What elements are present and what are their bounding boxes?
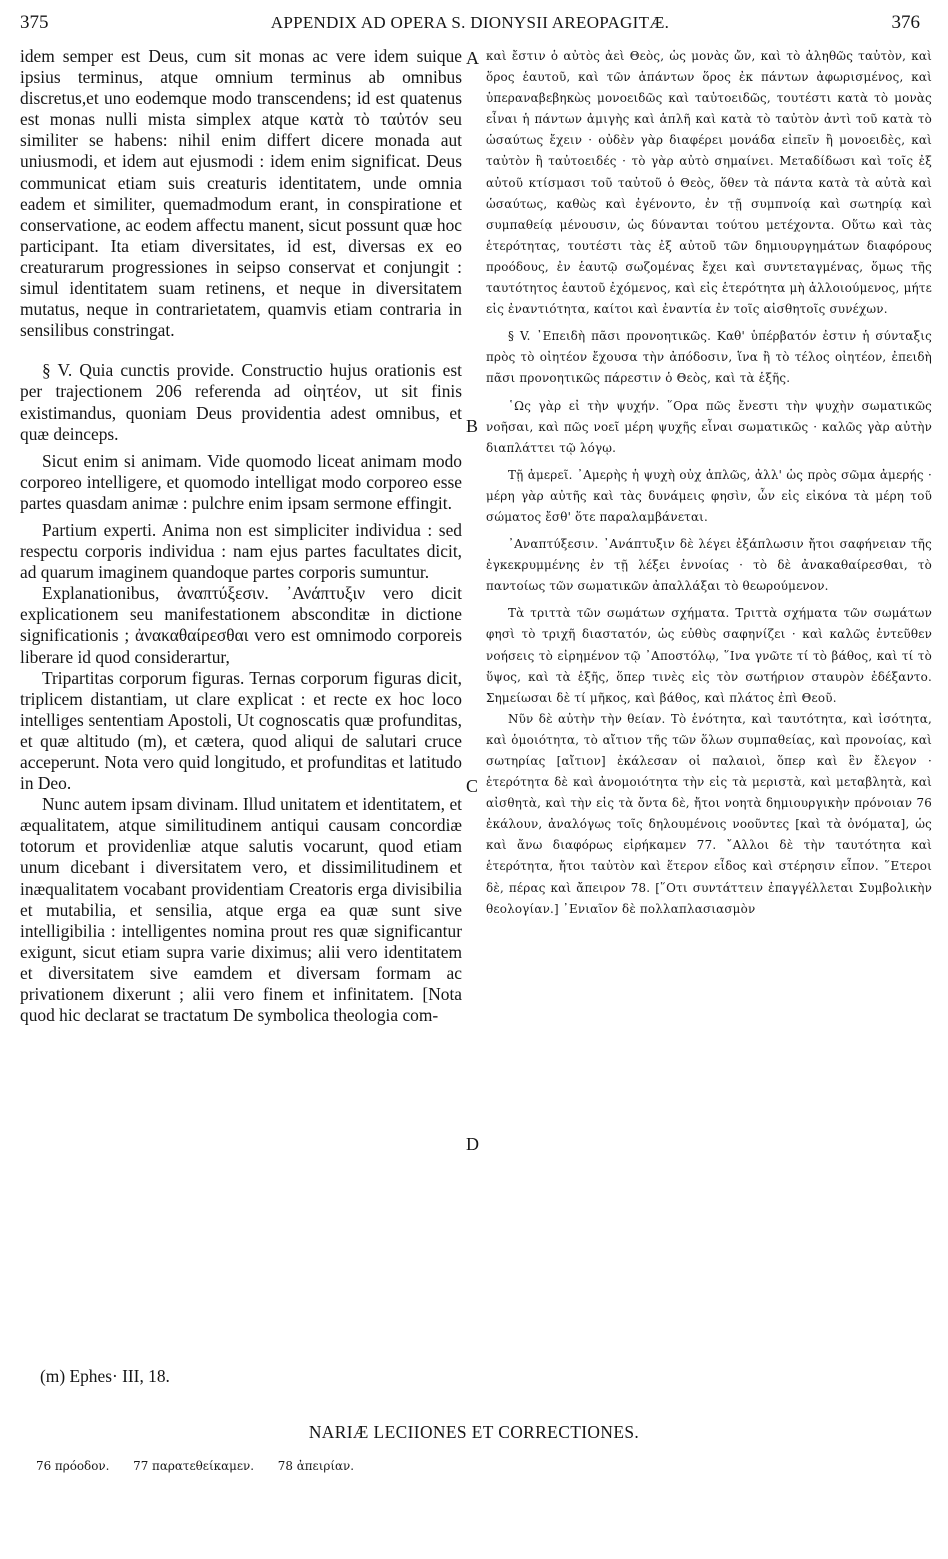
latin-paragraph: Tripartitas corporum figuras. Ternas corporum figuras dicit, triplicem distantiam, ut clare explicat : et recte ex hoc loco intelliges sententiam Apostoli, Ut cognoscatis quæ profunditas, et quæ altitudo (m), et cætera, quod aliqui de salutari cruce acceperunt. Nota vero quid longitudo, et profunditas et latitudo in Deo. (20, 667, 462, 794)
variant-item: 76 πρόοδον. (36, 1459, 110, 1473)
latin-paragraph: § V. Quia cunctis provide. Constructio hujus orationis est per trajectionem 206 referenda ad οἰητέον, ut sit finis existimandus, quoniam Deus providentia adest omnibus, et quæ deinceps. (20, 360, 462, 444)
page-number-right: 376 (891, 12, 920, 33)
variants-list (36, 1459, 374, 1473)
latin-column (20, 46, 462, 1026)
running-title: APPENDIX AD OPERA S. DIONYSII AREOPAGITÆ. (270, 13, 670, 32)
latin-paragraph: idem semper est Deus, cum sit monas ac vere idem suique ipsius terminus, atque omnium terminus ab omnibus discretus,et uno eodemque modo transcendens; id est quatenus est monas nulli mista simplex atque κατὰ τὸ ταὐτόν seu similiter se habens: nihil enim differt dicere monada aut uniusmodi, et idem aut ejusmodi : idem enim significat. Deus communicat etiam suis creaturis identitatem, unde omnia eadem et similiter, quemadmodum erant, in conspiratione et conservatione, ac eodem affectu manent, sicut possunt quæ hoc participant. Ita etiam diversitates, id est, diversas ex eo creaturarum progressiones in seipso conservat et conjungit : simul identitatem suam retinens, et neque in diversitatem mutatus, neque in contrarietatem, quamvis etiam contraria in sensilibus constringat. (20, 46, 462, 341)
greek-paragraph: Τῇ ἀμερεῖ. ᾿Αμερὴς ἡ ψυχὴ οὐχ ἁπλῶς, ἀλλ' ὡς πρὸς σῶμα ἀμερής · μέρη γὰρ αὐτῆς καὶ τὰς δυνάμεις φησὶν, ὧν εἰς εἰκόνα τὰ μέρη τοῦ σώματος ἔσθ' ὅτε παραλαμβάνεται. (486, 467, 932, 524)
page-header (0, 12, 948, 42)
page-number-left: 375 (20, 12, 49, 33)
greek-paragraph: § V. ᾿Επειδὴ πᾶσι προνοητικῶς. Καθ' ὑπέρβατόν ἐστιν ἡ σύνταξις πρὸς τὸ οἰητέον ἔχουσα τὴν ἀπόδοσιν, ἵνα ἢ τὸ τέλος οἰητέον, ἐπειδὴ πᾶσι προνοητικῶς πάρεστιν ὁ Θεὸς, καὶ τὰ ἑξῆς. (486, 329, 932, 386)
footnote: (m) Ephes· III, 18. (40, 1366, 170, 1386)
variants-title: NARIÆ LECIIONES ET CORRECTIONES. (308, 1422, 640, 1442)
greek-paragraph: Νῦν δὲ αὐτὴν τὴν θείαν. Τὸ ἑνότητα, καὶ ταυτότητα, καὶ ἰσότητα, καὶ ὁμοιότητα, τὸ αἴτιον τῆς τῶν ὅλων συμπαθείας, καὶ προνοίας, καὶ σωτηρίας [αἴτιον] ἐκάλεσαν οἱ παλαιοὶ, ὅπερ καὶ ἓν ἔλεγον · ἑτερότητα δὲ καὶ ἀνομοιότητα τὴν εἰς τὰ μεριστὰ, καὶ μεταβλητὰ, καὶ αἰσθητὰ, καὶ τὴν εἰς τὰ ὄντα δὲ, ἤτοι νοητὰ δημιουργικὴν πρόνοιαν 76 ἐκάλουν, ἀναλόγως τοῖς δηλουμένοις νοοῦντες [καὶ τὰ ὀνόματα], ὡς καὶ ἄνω διαφόρως εἰρήκαμεν 77. ῎Αλλοι δὲ τὴν ταυτότητα καὶ ἑτερότητα, ἤτοι ταὐτὸν καὶ ἕτερον εἶδος καὶ στέρησιν εἶπον. ῞Ετεροι δὲ, πέρας καὶ ἄπειρον 78. [῞Οτι συντάττειν ἐπαγγέλλεται Συμβολικὴν θεολογίαν.] ᾿Ενιαῖον δὲ πολλαπλασιασμὸν (486, 711, 932, 916)
column-marker-d: D (466, 1134, 479, 1154)
column-marker-a: A (466, 48, 479, 68)
variant-item: 77 παρατεθείκαμεν. (133, 1459, 254, 1473)
greek-paragraph: Τὰ τριττὰ τῶν σωμάτων σχήματα. Τριττὰ σχήματα τῶν σωμάτων φησὶ τὸ τριχῆ διαστατόν, ὡς εὐθὺς σαφηνίζει · καὶ καλῶς ἐντεῦθεν νοήσεις τὸ εἰρημένον τῷ ᾿Αποστόλῳ, ῞Ινα γνῶτε τί τὸ βάθος, καὶ τί τὸ ὕψος, καὶ τὰ ἑξῆς, ὅπερ τινὲς εἰς τὸν σωτήριον σταυρὸν ἐδέξαντο. Σημείωσαι δὲ τί μῆκος, καὶ βάθος, καὶ πλάτος ἐπὶ Θεοῦ. (486, 606, 932, 705)
latin-paragraph: Partium experti. Anima non est simpliciter individua : sed respectu corporis individua : nam ejus partes facultates dicit, ad quarum imaginem quandoque partes corporis sumuntur. (20, 519, 462, 583)
latin-paragraph: Explanationibus, ἀναπτύξεσιν. ᾿Ανάπτυξιν vero dicit explicationem seu manifestationem absconditæ in dictione significationis ; ἀνακαθαίρεσθαι vero est omnimodo corporeis liberare id quod considerartur, (20, 583, 462, 667)
column-marker-b: B (466, 416, 479, 436)
variant-item: 78 ἀπειρίαν. (277, 1459, 355, 1473)
latin-paragraph: Nunc autem ipsam divinam. Illud unitatem et identitatem, et æqualitatem, atque similitudinem antiqui causam concordiæ totorum et providenliæ atque salutis vocarunt, quod etiam unum dicebant i diversitatem vero, et dissimilitudinem et inæqualitatem vocabant providentiam Creatoris erga divisibilia et mutabilia, et sensilia, atque erga ea quæ sunt sive intelligibilia : intelligentes nomina prout res quæ significantur exigunt, sicut etiam supra varie diximus; alii vero identitatem et diversitatem sive eamdem et diversam formam ac privationem dixerunt ; alii vero finem et infinitatem. [Nota quod hic declarat se tractatum De symbolica theologia com- (20, 794, 462, 1026)
greek-column (486, 46, 932, 920)
greek-paragraph: ῾Ως γὰρ εἰ τὴν ψυχήν. ῞Ορα πῶς ἔνεστι τὴν ψυχὴν σωματικῶς νοῆσαι, καὶ πῶς νοεῖ μέρη ψυχῆς εἶναι σωματικῶς · καλῶς γὰρ αὐτὴν διαπλάττει τῷ λόγῳ. (486, 398, 932, 455)
latin-paragraph: Sicut enim si animam. Vide quomodo liceat animam modo corporeo intelligere, et quomodo intelligat modo corporeo esse partes quasdam animæ : pulchre enim ipsam sermone effingit. (20, 450, 462, 513)
greek-paragraph: καὶ ἔστιν ὁ αὐτὸς ἀεὶ Θεὸς, ὡς μονὰς ὤν, καὶ τὸ ἀληθῶς ταὐτὸν, καὶ ὅρος ἑαυτοῦ, καὶ τῶν ἁπάντων ὅρος ἐκ πάντων ἀφωρισμένος, καὶ ὑπεραναβεβηκὼς μονοειδῶς καὶ ταὐτοειδῶς, τουτέστι κατὰ τὸ μονὰς εἶναι ἡ πάντων ἀμιγὴς καὶ ἁπλῆ καὶ κατὰ τὸ ταὐτὸν ἀντὶ τοῦ κατὰ τὸ ὡσαύτως ἔχειν · οὐδὲν γὰρ διαφέρει μονάδα εἰπεῖν ἢ μονοειδὲς, καὶ ταὐτὸν ἢ ταὐτοειδές · τὸ γὰρ αὐτὸ σημαίνει. Μεταδίδωσι καὶ τοῖς ἐξ αὐτοῦ κτίσμασι τοῦ ταὐτοῦ ὁ Θεὸς, ὅθεν τὰ πάντα κατὰ τὰ αὐτὰ καὶ ὡσαύτως, καθὼς καὶ ἐγένοντο, ἐν τῇ συμπνοίᾳ καὶ σωτηρίᾳ καὶ συμπαθείᾳ μένουσιν, ὡς δύνανται τούτου μετέχοντα. Οὕτω καὶ τὰς ἑτερότητας, τουτέστι τὰς ἐξ αὐτοῦ τῶν δημιουργημάτων διαφόρους προόδους, ἐν ἑαυτῷ σωζομένας ἔχει καὶ συντεταγμένας, ὅμως τῆς ταυτότητος ἑαυτοῦ ἐχόμενος, καὶ εἰς ἑτερότητα μὴ ἀλλοιούμενος, μήτε εἰς ἐναντιότητα, καίτοι καὶ ἐναντία ἐν τοῖς αἰσθητοῖς συνέχων. (486, 49, 932, 317)
greek-paragraph: ᾿Αναπτύξεσιν. ᾿Ανάπτυξιν δὲ λέγει ἐξάπλωσιν ἤτοι σαφήνειαν τῆς ἐγκεκρυμμένης ἐν τῇ λέξει ἐννοίας · τὸ δὲ ἀνακαθαίρεσθαι, τὸ παντοίως τῶν σωματικῶν ἀπαλλάξαι τὸ θεωρούμενον. (486, 537, 932, 594)
column-marker-c: C (466, 776, 479, 796)
